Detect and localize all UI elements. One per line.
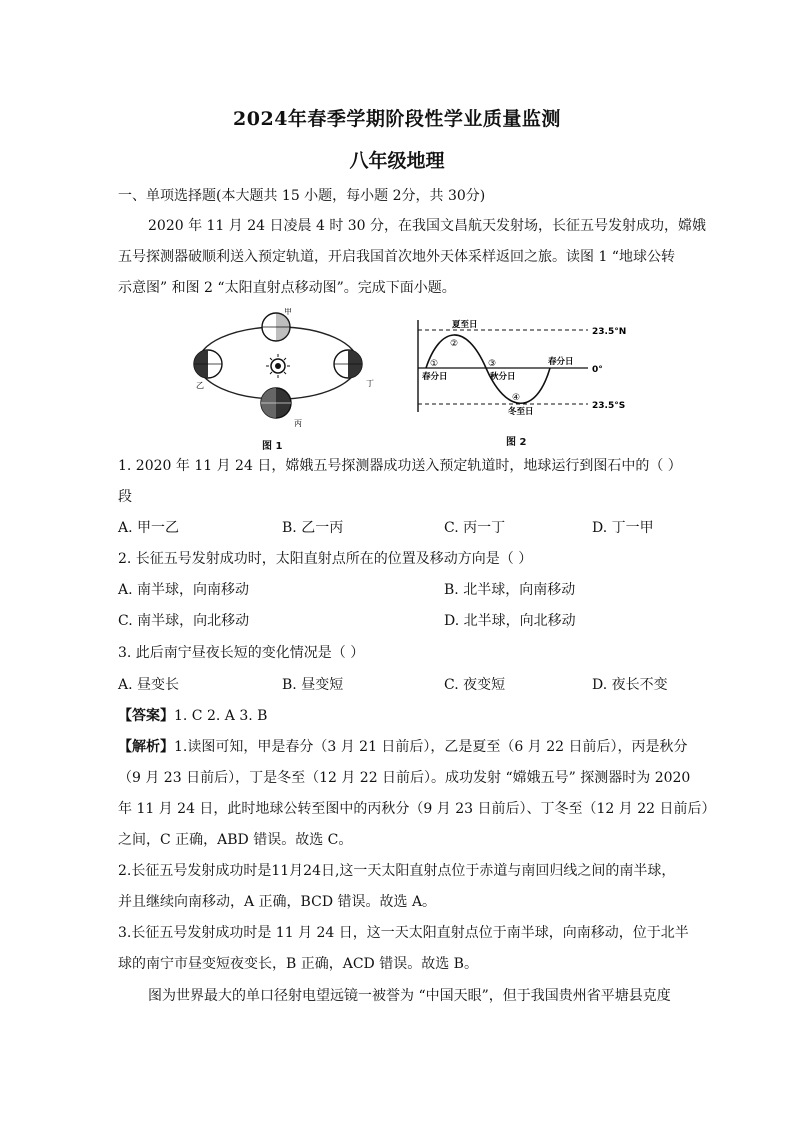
sun-icon <box>266 354 290 378</box>
q3-option-a[interactable]: A. 昼变长 <box>118 677 180 693</box>
answer-label: 【答案】 <box>118 708 174 724</box>
question-1-stem: 1. 2020 年 11 月 24 日，嫦娥五号探测器成功送入预定轨道时，地球运行到图石中的（ ） <box>118 458 682 474</box>
q1-option-c[interactable]: C. 丙一丁 <box>444 520 506 536</box>
marker-4: ④ <box>512 393 521 403</box>
earth-right-icon <box>334 350 362 378</box>
summer-solstice-label: 夏至日 <box>452 320 478 330</box>
figure1-caption: 图 1 <box>262 441 283 452</box>
question-1-stem-cont: 段 <box>118 489 132 505</box>
q2-option-a[interactable]: A. 南半球，向南移动 <box>118 582 250 598</box>
subsolar-point-figure <box>408 318 630 418</box>
q3-option-c[interactable]: C. 夜变短 <box>444 677 506 693</box>
marker-2: ② <box>450 339 459 349</box>
marker-3: ③ <box>488 359 497 369</box>
analysis-text: 1.读图可知，甲是春分（3 月 21 日前后），乙是夏至（6 月 22 日前后），丙是秋分 <box>174 739 688 755</box>
q3-option-d[interactable]: D. 夜长不变 <box>592 677 668 693</box>
next-intro-line: 图为世界最大的单口径射电望远镜一被誉为 “中国天眼”，但于我国贵州省平塘县克度 <box>148 988 671 1004</box>
analysis-line: 并且继续向南移动，A 正确，BCD 错误。故选 A。 <box>118 894 437 910</box>
figure2-caption: 图 2 <box>506 437 527 448</box>
intro-line: 2020 年 11 月 24 日凌晨 4 时 30 分，在我国文昌航天发射场，长征五号发射成功，嫦娥 <box>148 218 707 234</box>
answer-text: 1. C 2. A 3. B <box>174 708 268 724</box>
subsolar-curve <box>426 335 550 403</box>
lat-north-label: 23.5°N <box>592 327 627 337</box>
analysis-line <box>118 737 688 757</box>
q2-option-d[interactable]: D. 北半球，向北移动 <box>444 613 576 629</box>
intro-line: 示意图” 和图 2 “太阳直射点移动图”。完成下面小题。 <box>118 280 456 296</box>
analysis-line: 3.长征五号发射成功时是 11 月 24 日，这一天太阳直射点位于南半球，向南移动，位于北半 <box>118 925 689 941</box>
orbit-label-bottom: 丙 <box>294 419 302 428</box>
orbit-label-right: 丁 <box>366 379 374 388</box>
spring-equinox-label-2: 春分日 <box>548 357 574 367</box>
question-3-stem: 3. 此后南宁昼夜长短的变化情况是（ ） <box>118 645 365 661</box>
section-heading: 一、单项选择题(本大题共 15 小题，每小题 2分，共 30分) <box>118 188 486 204</box>
earth-orbit-figure <box>186 308 376 438</box>
page-subtitle: 八年级地理 <box>349 150 445 172</box>
q3-option-b[interactable]: B. 昼变短 <box>282 677 344 693</box>
orbit-label-top: 甲 <box>284 308 292 316</box>
lat-equator-label: 0° <box>592 365 603 375</box>
answer-line <box>118 706 678 726</box>
analysis-line: 2.长征五号发射成功时是11月24日,这一天太阳直射点位于赤道与南回归线之间的南半球， <box>118 863 676 879</box>
earth-bottom-icon <box>261 388 291 418</box>
page-title: 2024年春季学期阶段性学业质量监测 <box>233 108 561 130</box>
q1-option-b[interactable]: B. 乙一丙 <box>282 520 344 536</box>
q1-option-d[interactable]: D. 丁一甲 <box>592 520 654 536</box>
orbit-label-left: 乙 <box>196 381 204 390</box>
q1-option-a[interactable]: A. 甲一乙 <box>118 520 180 536</box>
q2-option-b[interactable]: B. 北半球，向南移动 <box>444 582 576 598</box>
analysis-line: 球的南宁市昼变短夜变长，B 正确，ACD 错误。故选 B。 <box>118 956 478 972</box>
analysis-line: （9 月 23 日前后），丁是冬至（12 月 22 日前后）。成功发射 “嫦娥五号” 探测器时为 2020 <box>118 770 691 786</box>
lat-south-label: 23.5°S <box>592 401 626 411</box>
intro-line: 五号探测器破顺利送入预定轨道，开启我国首次地外天体采样返回之旅。读图 1 “地球公转 <box>118 249 675 265</box>
marker-1: ① <box>430 359 439 369</box>
question-2-stem: 2. 长征五号发射成功时，太阳直射点所在的位置及移动方向是（ ） <box>118 551 533 567</box>
earth-left-icon <box>194 350 222 378</box>
autumn-equinox-label: 秋分日 <box>490 372 516 382</box>
analysis-label: 【解析】 <box>118 739 174 755</box>
spring-equinox-label: 春分日 <box>422 372 448 382</box>
analysis-line: 之间，C 正确，ABD 错误。故选 C。 <box>118 832 353 848</box>
winter-solstice-label: 冬至日 <box>508 407 534 417</box>
analysis-line: 年 11 月 24 日，此时地球公转至图中的丙秋分（9 月 23 日前后）、丁冬至（12 月 22 日前后） <box>118 801 716 817</box>
q2-option-c[interactable]: C. 南半球，向北移动 <box>118 613 250 629</box>
earth-top-icon <box>262 313 290 341</box>
